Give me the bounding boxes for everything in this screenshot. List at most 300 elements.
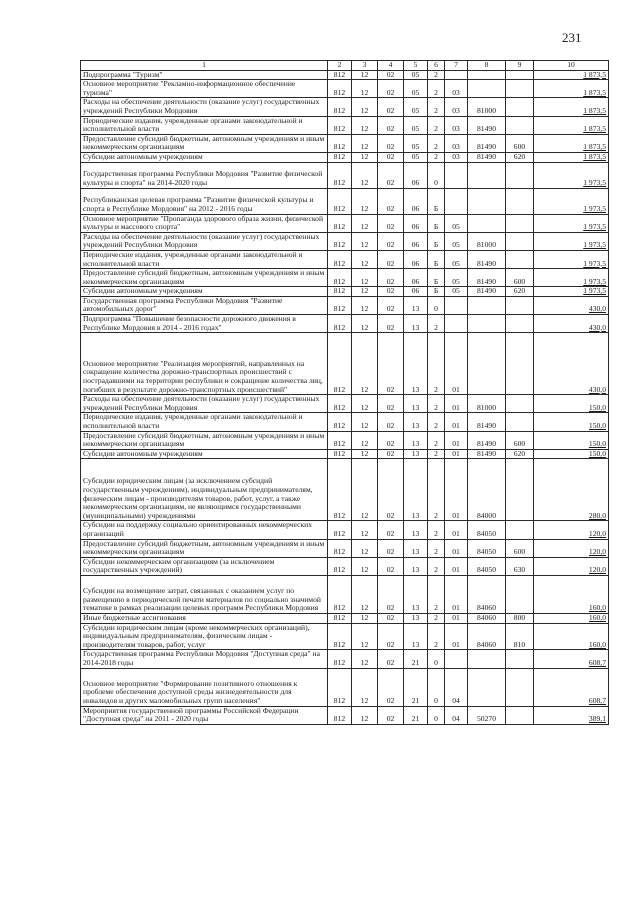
table-row [81,706,609,724]
row-code-cell: 2 [428,413,445,431]
row-sum-cell: 430,0 [534,333,609,395]
table-row [81,162,609,188]
row-code-cell: 620 [506,449,534,459]
row-code-cell: 01 [445,623,468,650]
row-code-cell: 02 [378,269,404,287]
table-row [81,70,609,80]
row-code-cell [468,315,506,333]
row-code-cell: 02 [378,188,404,214]
row-code-cell: 12 [352,214,378,232]
row-code-cell [506,232,534,250]
row-sum-cell: 160,0 [534,575,609,613]
row-code-cell [506,395,534,413]
row-code-cell [445,315,468,333]
header-cell: 4 [378,61,404,71]
row-code-cell: 2 [428,575,445,613]
row-code-cell: 2 [428,613,445,623]
row-code-cell: 06 [404,162,428,188]
row-name-cell: Основное мероприятие "Реализация мероприятий, направленных на сокращение количества дорожно-транспортных происшествий с пострадавшими на территории республики и сокращение количества лиц, погибших в результате дорожно-транспортных происшествий" [81,333,328,395]
row-name-cell: Государственная программа Республики Мордовия "Доступная среда" на 2014-2018 годы [81,650,328,668]
row-code-cell: 13 [404,413,428,431]
row-code-cell: 812 [328,162,352,188]
row-code-cell: 81490 [468,250,506,268]
row-code-cell: 06 [404,287,428,297]
row-code-cell: 2 [428,557,445,575]
row-sum-cell: 1 973,5 [534,188,609,214]
row-code-cell: 12 [352,668,378,706]
table-row [81,650,609,668]
row-code-cell: 03 [445,98,468,116]
row-code-cell: 02 [378,413,404,431]
row-code-cell: 12 [352,188,378,214]
row-code-cell: 2 [428,315,445,333]
table-row [81,539,609,557]
row-code-cell: 84050 [468,521,506,539]
row-code-cell: 13 [404,623,428,650]
table-row [81,98,609,116]
row-code-cell: 12 [352,116,378,134]
row-code-cell: 600 [506,134,534,152]
row-code-cell: 12 [352,269,378,287]
row-code-cell: 81490 [468,116,506,134]
row-code-cell: 84050 [468,539,506,557]
row-name-cell: Предоставление субсидий бюджетным, автономным учреждениям и иным некоммерческим организациям [81,134,328,152]
row-code-cell: 21 [404,706,428,724]
row-code-cell: 02 [378,315,404,333]
table-row [81,413,609,431]
row-code-cell: 12 [352,613,378,623]
row-sum-cell: 1 873,5 [534,80,609,98]
row-code-cell: 13 [404,557,428,575]
header-cell: 7 [445,61,468,71]
row-code-cell [445,650,468,668]
row-sum-cell: 150,0 [534,413,609,431]
row-code-cell: 0 [428,296,445,314]
row-code-cell: 12 [352,650,378,668]
row-code-cell [468,80,506,98]
row-code-cell: 13 [404,431,428,449]
table-row [81,214,609,232]
header-cell: 10 [534,61,609,71]
row-code-cell: 06 [404,188,428,214]
row-code-cell: 81000 [468,98,506,116]
row-code-cell: 05 [404,98,428,116]
row-code-cell: 12 [352,431,378,449]
row-sum-cell: 150,0 [534,395,609,413]
row-code-cell [506,188,534,214]
row-code-cell [468,70,506,80]
row-code-cell: 812 [328,296,352,314]
row-name-cell: Периодические издания, учрежденные органами законодательной и исполнительной власти [81,413,328,431]
page-number: 231 [562,30,582,45]
row-code-cell: 812 [328,214,352,232]
row-code-cell: 05 [445,287,468,297]
row-code-cell: 2 [428,333,445,395]
table-row [81,395,609,413]
row-code-cell: 13 [404,395,428,413]
row-code-cell [468,333,506,395]
row-code-cell: 02 [378,287,404,297]
row-code-cell: 02 [378,80,404,98]
row-code-cell: 812 [328,269,352,287]
row-code-cell: Б [428,188,445,214]
table-row [81,459,609,521]
row-code-cell: 600 [506,539,534,557]
row-code-cell: 812 [328,287,352,297]
table-row [81,557,609,575]
row-code-cell: 01 [445,521,468,539]
row-code-cell: 02 [378,333,404,395]
row-code-cell: 12 [352,80,378,98]
row-code-cell: 812 [328,706,352,724]
row-code-cell: 812 [328,315,352,333]
row-sum-cell: 430,0 [534,315,609,333]
table-row [81,333,609,395]
row-code-cell: 13 [404,613,428,623]
row-code-cell: 02 [378,98,404,116]
row-code-cell: 02 [378,459,404,521]
row-code-cell [506,575,534,613]
row-name-cell: Государственная программа Республики Мордовия "Развитие автомобильных дорог" [81,296,328,314]
row-code-cell: 02 [378,623,404,650]
row-sum-cell: 430,0 [534,296,609,314]
row-code-cell: 600 [506,269,534,287]
row-sum-cell: 389,1 [534,706,609,724]
row-code-cell: 12 [352,287,378,297]
table-row [81,116,609,134]
row-code-cell: 812 [328,431,352,449]
row-code-cell [468,188,506,214]
row-code-cell: 05 [404,134,428,152]
row-code-cell [445,162,468,188]
row-code-cell: 812 [328,333,352,395]
row-code-cell: Б [428,287,445,297]
row-code-cell: 812 [328,152,352,162]
row-code-cell: 02 [378,152,404,162]
row-code-cell: 12 [352,250,378,268]
row-code-cell: 12 [352,296,378,314]
row-sum-cell: 608,7 [534,668,609,706]
row-code-cell: 05 [445,269,468,287]
row-code-cell [506,413,534,431]
row-code-cell: 2 [428,152,445,162]
row-code-cell: 06 [404,250,428,268]
row-code-cell: 81490 [468,431,506,449]
row-code-cell: 81490 [468,413,506,431]
row-code-cell [506,459,534,521]
row-name-cell: Мероприятия государственной программы Российской Федерации "Доступная среда" на 2011 - 2020 годы [81,706,328,724]
row-name-cell: Субсидии на возмещение затрат, связанных с оказанием услуг по размещению в периодической печати материалов по социально значимой тематике в рамках реализации целевых программ Республики Мордовия [81,575,328,613]
row-code-cell: Б [428,232,445,250]
row-sum-cell: 120,0 [534,557,609,575]
row-code-cell: 800 [506,613,534,623]
table-row [81,269,609,287]
row-code-cell: 81490 [468,269,506,287]
row-code-cell: 2 [428,98,445,116]
header-cell: 8 [468,61,506,71]
row-code-cell: 03 [445,134,468,152]
row-code-cell: 21 [404,668,428,706]
row-code-cell: 812 [328,613,352,623]
row-code-cell: 02 [378,668,404,706]
row-code-cell: 02 [378,521,404,539]
row-code-cell: 812 [328,70,352,80]
row-code-cell: 05 [445,214,468,232]
row-sum-cell: 1 873,5 [534,152,609,162]
row-code-cell: 02 [378,134,404,152]
row-code-cell: 2 [428,395,445,413]
row-sum-cell: 1 973,5 [534,269,609,287]
row-code-cell [506,250,534,268]
row-name-cell: Субсидии некоммерческим организациям (за исключением государственных учреждений) [81,557,328,575]
row-code-cell: 13 [404,575,428,613]
row-name-cell: Расходы на обеспечение деятельности (оказание услуг) государственных учреждений Республики Мордовия [81,395,328,413]
table-row [81,232,609,250]
row-sum-cell: 150,0 [534,431,609,449]
row-sum-cell: 1 973,5 [534,214,609,232]
table-row [81,613,609,623]
row-code-cell: 2 [428,539,445,557]
row-code-cell: 05 [404,152,428,162]
row-code-cell: 812 [328,395,352,413]
row-name-cell: Предоставление субсидий бюджетным, автономным учреждениям и иным некоммерческим организациям [81,431,328,449]
row-code-cell: 81490 [468,152,506,162]
row-code-cell: 01 [445,449,468,459]
row-code-cell: 12 [352,575,378,613]
row-code-cell: 02 [378,449,404,459]
row-code-cell: 01 [445,575,468,613]
row-code-cell: 810 [506,623,534,650]
row-code-cell [506,296,534,314]
row-code-cell: 12 [352,449,378,459]
row-code-cell: 812 [328,459,352,521]
row-code-cell: 0 [428,162,445,188]
row-code-cell [506,650,534,668]
row-code-cell: 84060 [468,613,506,623]
table-header-row [81,61,609,71]
row-name-cell: Основное мероприятие "Пропаганда здорового образа жизни, физической культуры и массового спорта" [81,214,328,232]
header-cell: 2 [328,61,352,71]
row-code-cell: 02 [378,539,404,557]
row-code-cell: 81490 [468,287,506,297]
row-code-cell: 84050 [468,557,506,575]
row-code-cell: 84060 [468,623,506,650]
row-code-cell [506,214,534,232]
row-code-cell: 02 [378,431,404,449]
row-code-cell: 50270 [468,706,506,724]
row-code-cell: 81490 [468,449,506,459]
row-sum-cell: 160,0 [534,613,609,623]
row-code-cell: 812 [328,557,352,575]
row-code-cell: 12 [352,162,378,188]
row-code-cell [506,333,534,395]
row-code-cell: 812 [328,232,352,250]
row-sum-cell: 160,0 [534,623,609,650]
row-code-cell [468,668,506,706]
row-code-cell: 12 [352,395,378,413]
row-code-cell: 12 [352,315,378,333]
row-sum-cell: 1 873,5 [534,116,609,134]
header-cell: 3 [352,61,378,71]
row-name-cell: Основное мероприятие "Формирование позитивного отношения к проблеме обеспечения доступной среды жизнедеятельности для инвалидов и других маломобильных групп населения" [81,668,328,706]
row-name-cell: Расходы на обеспечение деятельности (оказание услуг) государственных учреждений Республики Мордовия [81,232,328,250]
row-name-cell: Периодические издания, учрежденные органами законодательной и исполнительной власти [81,250,328,268]
row-code-cell: 812 [328,80,352,98]
row-code-cell: 2 [428,431,445,449]
row-code-cell: 21 [404,650,428,668]
table-row [81,575,609,613]
row-code-cell: 812 [328,188,352,214]
row-name-cell: Основное мероприятие "Рекламно-информационное обеспечение туризма" [81,80,328,98]
row-code-cell: 04 [445,706,468,724]
row-code-cell: 02 [378,557,404,575]
row-code-cell: 2 [428,80,445,98]
row-code-cell: 812 [328,539,352,557]
row-code-cell [506,706,534,724]
row-code-cell: 0 [428,706,445,724]
row-code-cell [506,98,534,116]
row-code-cell: 05 [404,70,428,80]
row-code-cell: 01 [445,395,468,413]
table-row [81,668,609,706]
row-code-cell: Б [428,269,445,287]
row-code-cell: 01 [445,413,468,431]
table-row [81,296,609,314]
row-code-cell [468,296,506,314]
row-name-cell: Субсидии автономным учреждениям [81,449,328,459]
row-code-cell: 812 [328,668,352,706]
row-code-cell: 2 [428,134,445,152]
row-code-cell: 12 [352,333,378,395]
row-code-cell: 81000 [468,232,506,250]
table-row [81,80,609,98]
row-sum-cell: 1 873,5 [534,70,609,80]
row-name-cell: Государственная программа Республики Мордовия "Развитие физической культуры и спорта" на 2014-2020 годы [81,162,328,188]
row-code-cell [445,296,468,314]
row-code-cell: 02 [378,575,404,613]
row-name-cell: Субсидии автономным учреждениям [81,287,328,297]
row-code-cell: 02 [378,395,404,413]
row-code-cell: 02 [378,116,404,134]
row-code-cell: 812 [328,575,352,613]
row-code-cell: 02 [378,296,404,314]
table-row [81,521,609,539]
row-code-cell: 2 [428,449,445,459]
row-code-cell: 812 [328,134,352,152]
row-sum-cell: 150,0 [534,449,609,459]
row-code-cell: 12 [352,557,378,575]
row-code-cell: 13 [404,315,428,333]
row-sum-cell: 120,0 [534,539,609,557]
row-code-cell [445,70,468,80]
row-code-cell: 81490 [468,134,506,152]
table-row [81,431,609,449]
table-row [81,287,609,297]
row-code-cell [506,668,534,706]
row-code-cell [506,521,534,539]
row-code-cell: 2 [428,459,445,521]
row-code-cell: 06 [404,269,428,287]
row-code-cell: 02 [378,232,404,250]
row-code-cell: 84000 [468,459,506,521]
row-code-cell: 12 [352,413,378,431]
row-code-cell: 812 [328,449,352,459]
row-code-cell: 05 [404,80,428,98]
row-sum-cell: 1 973,5 [534,250,609,268]
row-code-cell: 2 [428,623,445,650]
row-code-cell: 620 [506,287,534,297]
row-code-cell [506,70,534,80]
row-code-cell: 12 [352,459,378,521]
header-cell: 1 [81,61,328,71]
row-code-cell: 812 [328,521,352,539]
row-name-cell: Субсидии юридическим лицам (кроме некоммерческих организаций), индивидуальным предпринимателям, физическим лицам - производителям товаров, работ, услуг [81,623,328,650]
row-code-cell: 05 [445,250,468,268]
row-code-cell: 12 [352,152,378,162]
row-name-cell: Субсидии юридическим лицам (за исключением субсидий государственным учреждениям), индивидуальным предпринимателям, физическим лицам - производителям товаров, работ, услуг, а также некоммерческим организациям, не являющимся государственными (муниципальными) учреждениями [81,459,328,521]
row-code-cell: 06 [404,232,428,250]
table-row [81,315,609,333]
row-code-cell: 2 [428,116,445,134]
row-code-cell [506,315,534,333]
row-code-cell: 13 [404,459,428,521]
row-code-cell: 0 [428,650,445,668]
row-code-cell: 12 [352,706,378,724]
row-code-cell: 01 [445,459,468,521]
row-sum-cell: 1 973,5 [534,232,609,250]
table-row [81,134,609,152]
table-row [81,250,609,268]
row-code-cell: 12 [352,521,378,539]
row-code-cell: 81000 [468,395,506,413]
row-sum-cell: 280,0 [534,459,609,521]
row-code-cell: 812 [328,623,352,650]
row-code-cell: 812 [328,650,352,668]
row-code-cell: 02 [378,214,404,232]
row-code-cell: 600 [506,431,534,449]
row-code-cell: 812 [328,116,352,134]
row-code-cell [506,80,534,98]
row-name-cell: Предоставление субсидий бюджетным, автономным учреждениям и иным некоммерческим организациям [81,269,328,287]
row-code-cell: 812 [328,413,352,431]
row-name-cell: Иные бюджетные ассигнования [81,613,328,623]
row-code-cell: 12 [352,98,378,116]
row-sum-cell: 1 873,5 [534,98,609,116]
row-name-cell: Подпрограмма "Туризм" [81,70,328,80]
row-code-cell: 12 [352,539,378,557]
table-row [81,623,609,650]
row-code-cell: 01 [445,431,468,449]
row-code-cell: 13 [404,333,428,395]
row-code-cell: 12 [352,232,378,250]
row-code-cell: 0 [428,668,445,706]
row-name-cell: Расходы на обеспечение деятельности (оказание услуг) государственных учреждений Республики Мордовия [81,98,328,116]
row-code-cell [468,162,506,188]
row-code-cell: 02 [378,162,404,188]
row-code-cell [468,214,506,232]
row-code-cell: 13 [404,296,428,314]
row-code-cell: 2 [428,521,445,539]
budget-table [80,60,609,725]
row-code-cell [445,188,468,214]
row-name-cell: Субсидии автономным учреждениям [81,152,328,162]
row-code-cell: 02 [378,650,404,668]
header-cell: 9 [506,61,534,71]
row-code-cell: 01 [445,539,468,557]
row-code-cell: 13 [404,449,428,459]
row-code-cell: 02 [378,613,404,623]
row-code-cell [506,116,534,134]
